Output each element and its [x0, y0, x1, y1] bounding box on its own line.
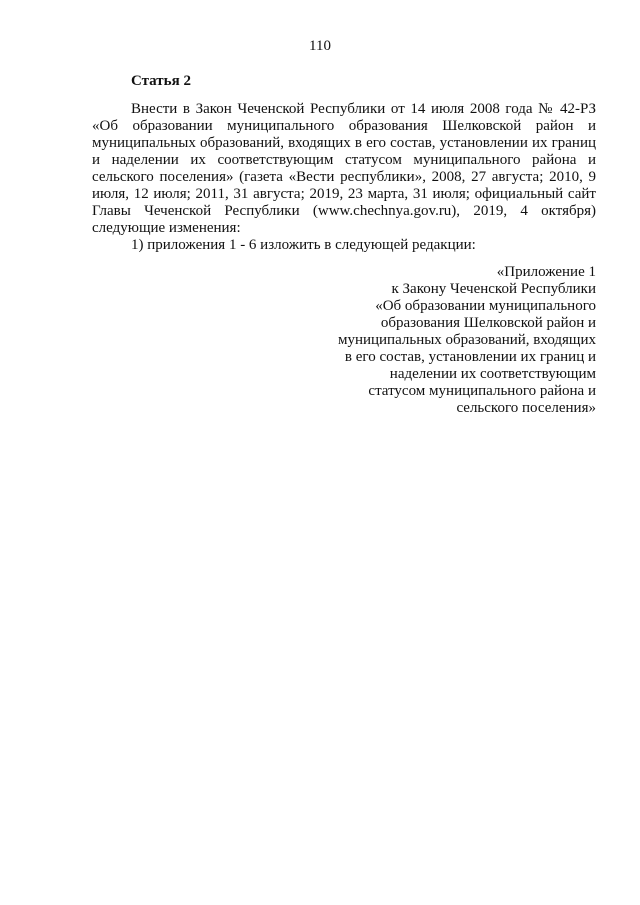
- appendix-line: сельского поселения»: [456, 400, 596, 416]
- article-heading: Статья 2: [131, 73, 191, 89]
- appendix-line: в его состав, установлении их границ и: [344, 349, 596, 365]
- amendment-paragraph: Внести в Закон Чеченской Республики от 14 июля 2008 года № 42-РЗ «Об образовании муниципального образования Шелковской район и муниципальных образований, входящих в его состав, установлении их границ и наделении их соответствующим статусом муниципального района и сельского поселения» (газета «Вести республики», 2008, 27 августа; 2010, 9 июля, 12 июля; 2011, 31 августа; 2019, 23 марта, 31 июля; официальный сайт Главы Чеченской Республики (www.chechnya.gov.ru), 2019, 4 октября) следующие изменения:: [92, 101, 596, 236]
- appendix-line: муниципальных образований, входящих: [337, 332, 596, 348]
- appendix-line: наделении их соответствующим: [389, 366, 596, 382]
- appendix-line: «Приложение 1: [496, 264, 596, 280]
- appendix-line: «Об образовании муниципального: [375, 298, 596, 314]
- appendix-line: к Закону Чеченской Республики: [391, 281, 596, 297]
- amendment-item-1: 1) приложения 1 - 6 изложить в следующей редакции:: [131, 237, 476, 253]
- article-body: [92, 101, 596, 254]
- appendix-line: статусом муниципального района и: [368, 383, 596, 399]
- page-number: 110: [309, 38, 331, 54]
- appendix-line: образования Шелковской район и: [380, 315, 596, 331]
- appendix-header: [300, 264, 596, 417]
